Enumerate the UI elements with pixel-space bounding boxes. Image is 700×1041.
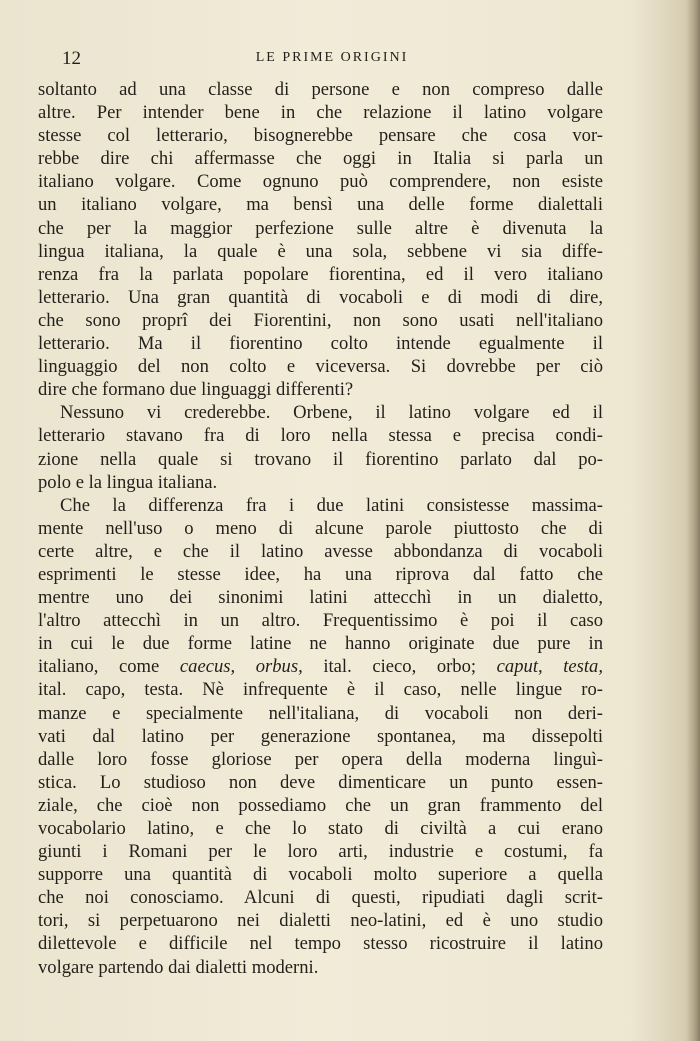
italic-latin-words: caput, testa, <box>496 656 603 678</box>
page-spine-shadow <box>686 0 700 1041</box>
text-line-with-italics <box>38 655 603 678</box>
text-line: renza fra la parlata popolare fiorentina, ed il vero italiano <box>38 263 603 285</box>
text-line: letterario stavano fra di loro nella stessa e precisa condi- <box>38 425 603 447</box>
body-text <box>38 78 603 979</box>
text-line: linguaggio del non colto e viceversa. Si dovrebbe per ciò <box>38 356 603 378</box>
text-line: certe altre, e che il latino avesse abbondanza di vocaboli <box>38 540 603 562</box>
text-line: che sono proprî dei Fiorentini, non sono usati nell'italiano <box>38 309 603 331</box>
text-line: mente nell'uso o meno di alcune parole piuttosto che di <box>38 517 603 539</box>
text-line: italiano volgare. Come ognuno può comprendere, non esiste <box>38 171 603 193</box>
paragraph-3 <box>38 494 603 979</box>
text-line: che noi conosciamo. Alcuni di questi, ripudiati dagli scrit- <box>38 887 603 909</box>
paragraph-2 <box>38 401 603 493</box>
page-number: 12 <box>62 48 81 69</box>
text-run: ital. cieco, orbo; <box>302 656 497 678</box>
text-line: stesse col letterario, bisognerebbe pensare che cosa vor- <box>38 125 603 147</box>
text-line: lingua italiana, la quale è una sola, sebbene vi sia diffe- <box>38 240 603 262</box>
text-line: dilettevole e difficile nel tempo stesso ricostruire il latino <box>38 933 603 955</box>
text-line: manze e specialmente nell'italiana, di vocaboli non deri- <box>38 702 603 724</box>
italic-latin-words: caecus, orbus, <box>179 656 303 678</box>
page-header <box>62 44 602 74</box>
text-line: letterario. Ma il fiorentino colto intende egualmente il <box>38 333 603 355</box>
running-head: LE PRIME ORIGINI <box>255 50 409 65</box>
text-line: supporre una quantità di vocaboli molto superiore a quella <box>38 864 603 886</box>
text-run: italiano, come <box>38 656 180 678</box>
text-line: mentre uno dei sinonimi latini attecchì in un dialetto, <box>38 587 603 609</box>
text-line: vocabolario latino, e che lo stato di civiltà a cui erano <box>38 818 603 839</box>
text-line: tori, si perpetuarono nei dialetti neo-latini, ed è uno studio <box>38 910 603 932</box>
text-line: giunti i Romani per le loro arti, industrie e costumi, fa <box>38 841 603 863</box>
paragraph-1 <box>38 78 603 401</box>
text-line: soltanto ad una classe di persone e non compreso dalle <box>38 79 603 100</box>
text-line: ziale, che cioè non possediamo che un gran frammento del <box>38 794 603 816</box>
text-line: dalle loro fosse gloriose per opera della moderna linguì- <box>38 748 603 770</box>
text-line: ital. capo, testa. Nè infrequente è il caso, nelle lingue ro- <box>38 679 603 701</box>
text-line: un italiano volgare, ma bensì una delle forme dialettali <box>38 194 603 216</box>
text-line: dire che formano due linguaggi differenti? <box>38 379 354 401</box>
text-line: zione nella quale si trovano il fiorentino parlato dal po- <box>38 448 603 470</box>
text-line: letterario. Una gran quantità di vocaboli e di modi di dire, <box>38 286 603 308</box>
text-line: esprimenti le stesse idee, ha una riprova dal fatto che <box>38 563 603 585</box>
text-line: che per la maggior perfezione sulle altre è divenuta la <box>38 217 603 239</box>
text-line: vati dal latino per generazione spontanea, ma dissepolti <box>38 725 603 747</box>
text-line: volgare partendo dai dialetti moderni. <box>38 956 319 978</box>
text-line: Che la differenza fra i due latini consistesse massima- <box>60 494 603 516</box>
text-line: altre. Per intender bene in che relazione il latino volgare <box>38 102 603 124</box>
text-line: rebbe dire chi affermasse che oggi in Italia si parla un <box>38 148 603 170</box>
text-line: polo e la lingua italiana. <box>38 471 218 493</box>
text-line: l'altro attecchì in un altro. Frequentissimo è poi il caso <box>38 610 603 632</box>
text-line: in cui le due forme latine ne hanno originate due pure in <box>38 633 603 655</box>
text-line: Nessuno vi crederebbe. Orbene, il latino volgare ed il <box>60 402 603 424</box>
text-line: stica. Lo studioso non deve dimenticare un punto essen- <box>38 771 603 793</box>
